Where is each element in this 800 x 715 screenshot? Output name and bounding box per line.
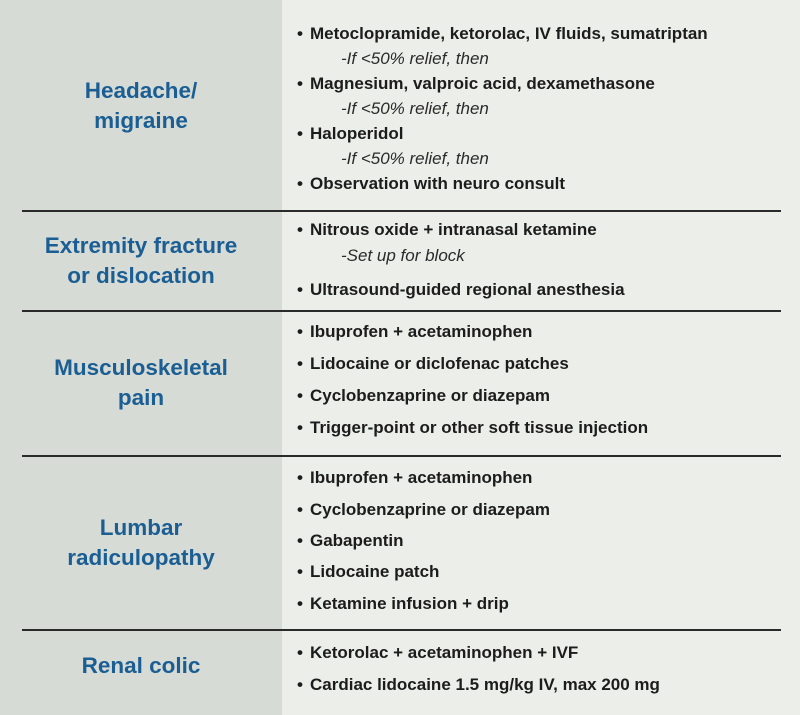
category-cell <box>0 456 282 630</box>
treatment-item: • Trigger-point or other soft tissue injection <box>297 418 649 437</box>
category-cell <box>0 211 282 310</box>
treatment-item: • Ibuprofen + acetaminophen <box>297 468 533 487</box>
treatment-note: -Set up for block <box>341 246 465 265</box>
category-cell <box>0 0 282 211</box>
treatment-item: • Gabapentin <box>297 531 404 550</box>
treatment-item: • Ibuprofen + acetaminophen <box>297 322 533 341</box>
category-label: Musculoskeletal pain <box>54 355 228 410</box>
table-row-renal-colic <box>0 631 800 715</box>
treatment-item: • Cyclobenzaprine or diazepam <box>297 500 550 519</box>
treatment-item: • Ketamine infusion + drip <box>297 594 509 613</box>
category-label: Renal colic <box>81 653 201 678</box>
treatment-item: • Haloperidol <box>297 124 404 143</box>
treatment-note: -If <50% relief, then <box>341 149 489 168</box>
category-label: Extremity fracture or dislocation <box>44 232 238 288</box>
treatment-item: • Ketorolac + acetaminophen + IVF <box>297 643 579 662</box>
treatment-item: • Magnesium, valproic acid, dexamethasone <box>297 74 655 93</box>
category-label: Lumbar radiculopathy <box>67 515 215 570</box>
treatment-item: • Metoclopramide, ketorolac, IV fluids, sumatriptan <box>297 24 708 43</box>
treatment-item: • Lidocaine patch <box>297 562 440 581</box>
table-row-lumbar-radiculopathy <box>0 456 800 630</box>
category-label: Headache/ migraine <box>84 77 198 133</box>
treatment-item: • Observation with neuro consult <box>297 174 566 193</box>
treatment-note: -If <50% relief, then <box>341 49 489 68</box>
treatment-item: • Ultrasound-guided regional anesthesia <box>297 280 625 299</box>
category-cell <box>0 311 282 455</box>
treatment-item: • Cyclobenzaprine or diazepam <box>297 386 550 405</box>
table-row-musculoskeletal <box>0 311 800 455</box>
category-cell <box>0 631 282 701</box>
table-row-headache <box>0 0 800 211</box>
treatment-item: • Nitrous oxide + intranasal ketamine <box>297 220 597 239</box>
treatment-item: • Cardiac lidocaine 1.5 mg/kg IV, max 200 mg <box>297 675 660 694</box>
treatment-note: -If <50% relief, then <box>341 99 489 118</box>
treatment-item: • Lidocaine or diclofenac patches <box>297 354 569 373</box>
table-row-extremity-fracture <box>0 211 800 310</box>
